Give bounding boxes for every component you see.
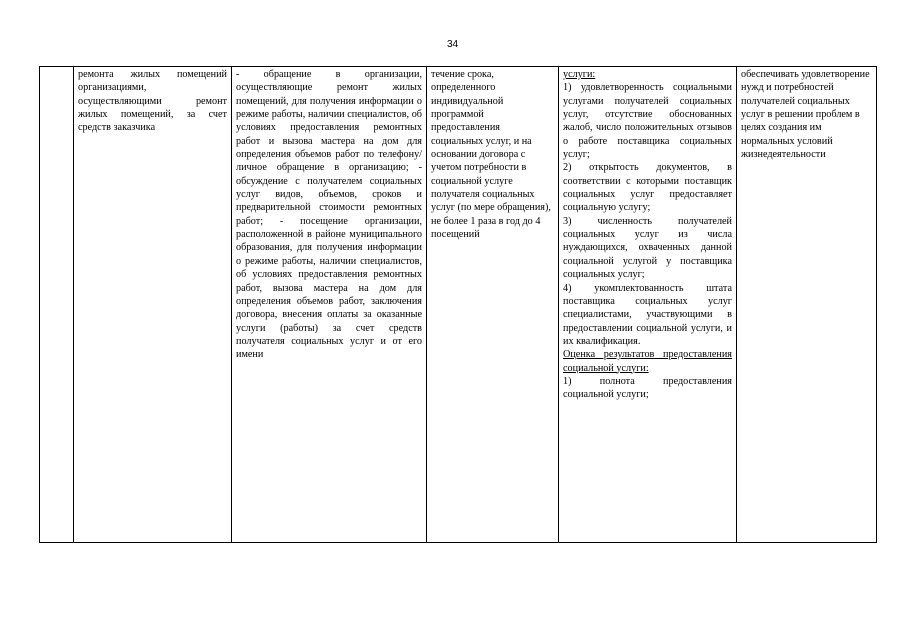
cell-service-terms: течение срока, определенного индивидуальной программой предоставления социальных услуг, и на основании договора с учетом потребности в социальной услуге получателя социальных услуг (по мере обращения), не более 1 раза в год до 4 посещений [427, 67, 559, 543]
evaluation-item-1: 1) полнота предоставления социальной услуги; [563, 375, 732, 401]
page-number: 34 [446, 39, 459, 50]
evaluation-heading: Оценка результатов предоставления социальной услуги: [563, 349, 732, 374]
cell-conditions: обеспечивать удовлетворение нужд и потребностей получателей социальных услуг в решении проблем в целях создания им нормальных условий жизнедеятельности [737, 67, 877, 543]
quality-item-1: 1) удовлетворенность социальными услугами получателей социальных услуг, отсутствие обоснованных жалоб, число положительных отзывов о работе поставщика социальных услуг; [563, 82, 732, 161]
quality-item-4: 4) укомплектованность штата поставщика социальных услуг специалистами, участвующими в предоставлении социальной услуги, и их квалификация. [563, 282, 732, 347]
quality-heading-tail: услуги: [563, 69, 596, 80]
cell-service-name: ремонта жилых помещений организациями, осуществляющими ремонт жилых помещений, за счет средств заказчика [74, 67, 232, 543]
quality-item-3: 3) численность получателей социальных услуг из числа нуждающихся, охваченных данной социальной услугой у поставщика социальных услуг; [563, 215, 732, 281]
table-row [40, 67, 877, 543]
services-table [39, 66, 877, 543]
quality-item-2: 2) открытость документов, в соответствии с которыми поставщик социальных услуг предоставляет социальную услугу; [563, 162, 732, 214]
cell-service-description: - обращение в организации, осуществляющие ремонт жилых помещений, для получения информации о режиме работы, наличии специалистов, об условиях предоставления ремонтных работ и вызова мастера на дом для определения объемов работ по телефону/ личное обращение в организацию; - обсуждение с получателем социальных услуг видов, объемов, сроков и предварительной стоимости ремонтных работ; - посещение организации, расположенной в районе муниципального образования, для получения информации о режиме работы, наличии специалистов, об условиях предоставления ремонтных работ, вызова мастера на дом для определения объемов работ, заключения договора, внесения оплаты за оказанные услуги (работы) за счет средств получателя социальных услуг и от его имени [232, 67, 427, 543]
cell-number [40, 67, 74, 543]
cell-quality-indicators [559, 67, 737, 543]
